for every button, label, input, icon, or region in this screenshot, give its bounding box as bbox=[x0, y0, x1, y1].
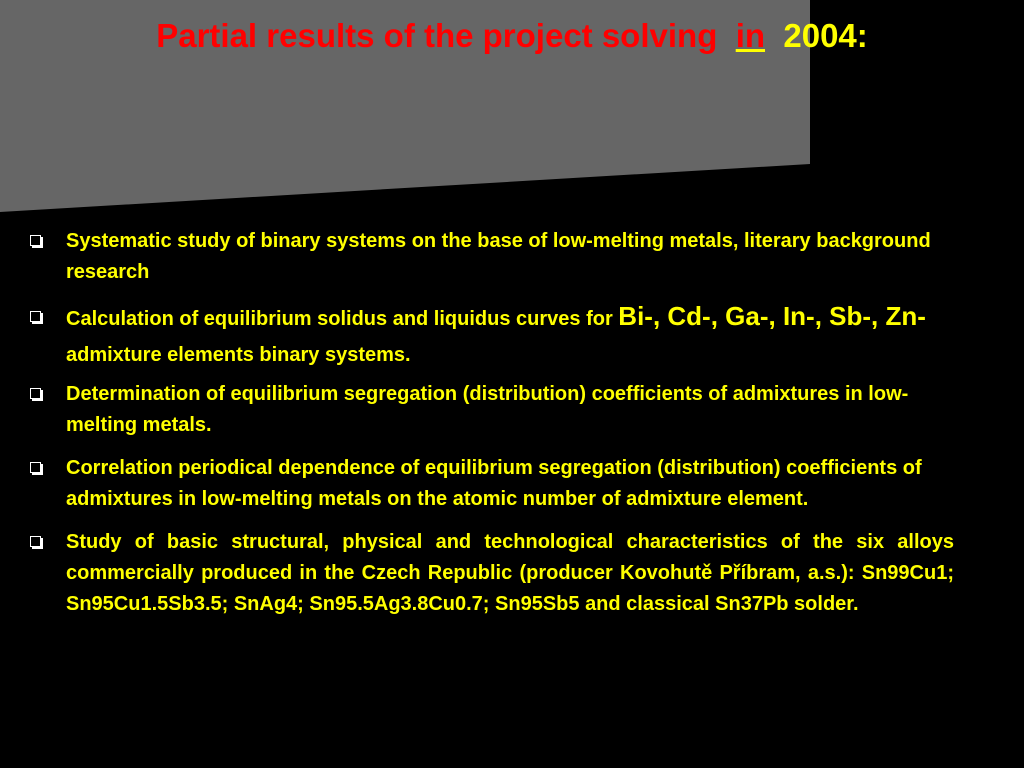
bullet-text: Determination of equilibrium segregation (distribution) coefficients of admixtures in low-melting metals. bbox=[66, 383, 909, 436]
bullet-text-post: admixture elements binary systems. bbox=[66, 344, 411, 366]
bullet-item bbox=[30, 298, 954, 373]
bullet-item bbox=[30, 379, 954, 441]
checkbox-bullet-icon bbox=[30, 462, 41, 473]
bullet-item bbox=[30, 226, 954, 288]
checkbox-bullet-icon bbox=[30, 536, 41, 547]
checkbox-bullet-icon bbox=[30, 235, 41, 246]
bullet-item bbox=[30, 453, 954, 515]
slide-title bbox=[0, 14, 1024, 58]
bullet-item bbox=[30, 527, 954, 620]
checkbox-bullet-icon bbox=[30, 388, 41, 399]
title-year: 2004: bbox=[783, 17, 868, 54]
bullet-text: Correlation periodical dependence of equilibrium segregation (distribution) coefficients of admixtures in low-melting metals on the atomic number of admixture element. bbox=[66, 457, 922, 510]
checkbox-bullet-icon bbox=[30, 311, 41, 322]
bullet-text: Systematic study of binary systems on the base of low-melting metals, literary background research bbox=[66, 230, 931, 283]
bullet-text: Study of basic structural, physical and technological characteristics of the six alloys commercially produced in the Czech Republic (producer Kovohutě Příbram, a.s.): Sn99Cu1; Sn95Cu1.5Sb3.5; SnAg4; Sn95.5Ag3.8Cu0.7; Sn95Sb5 and classical Sn37Pb solder. bbox=[66, 531, 954, 615]
title-main: Partial results of the project solving bbox=[156, 17, 718, 54]
title-in: in bbox=[735, 17, 766, 54]
bullet-elements: Bi-, Cd-, Ga-, In-, Sb-, Zn- bbox=[618, 301, 926, 331]
bullet-text-pre: Calculation of equilibrium solidus and liquidus curves for bbox=[66, 308, 619, 330]
bullet-list bbox=[30, 226, 954, 632]
